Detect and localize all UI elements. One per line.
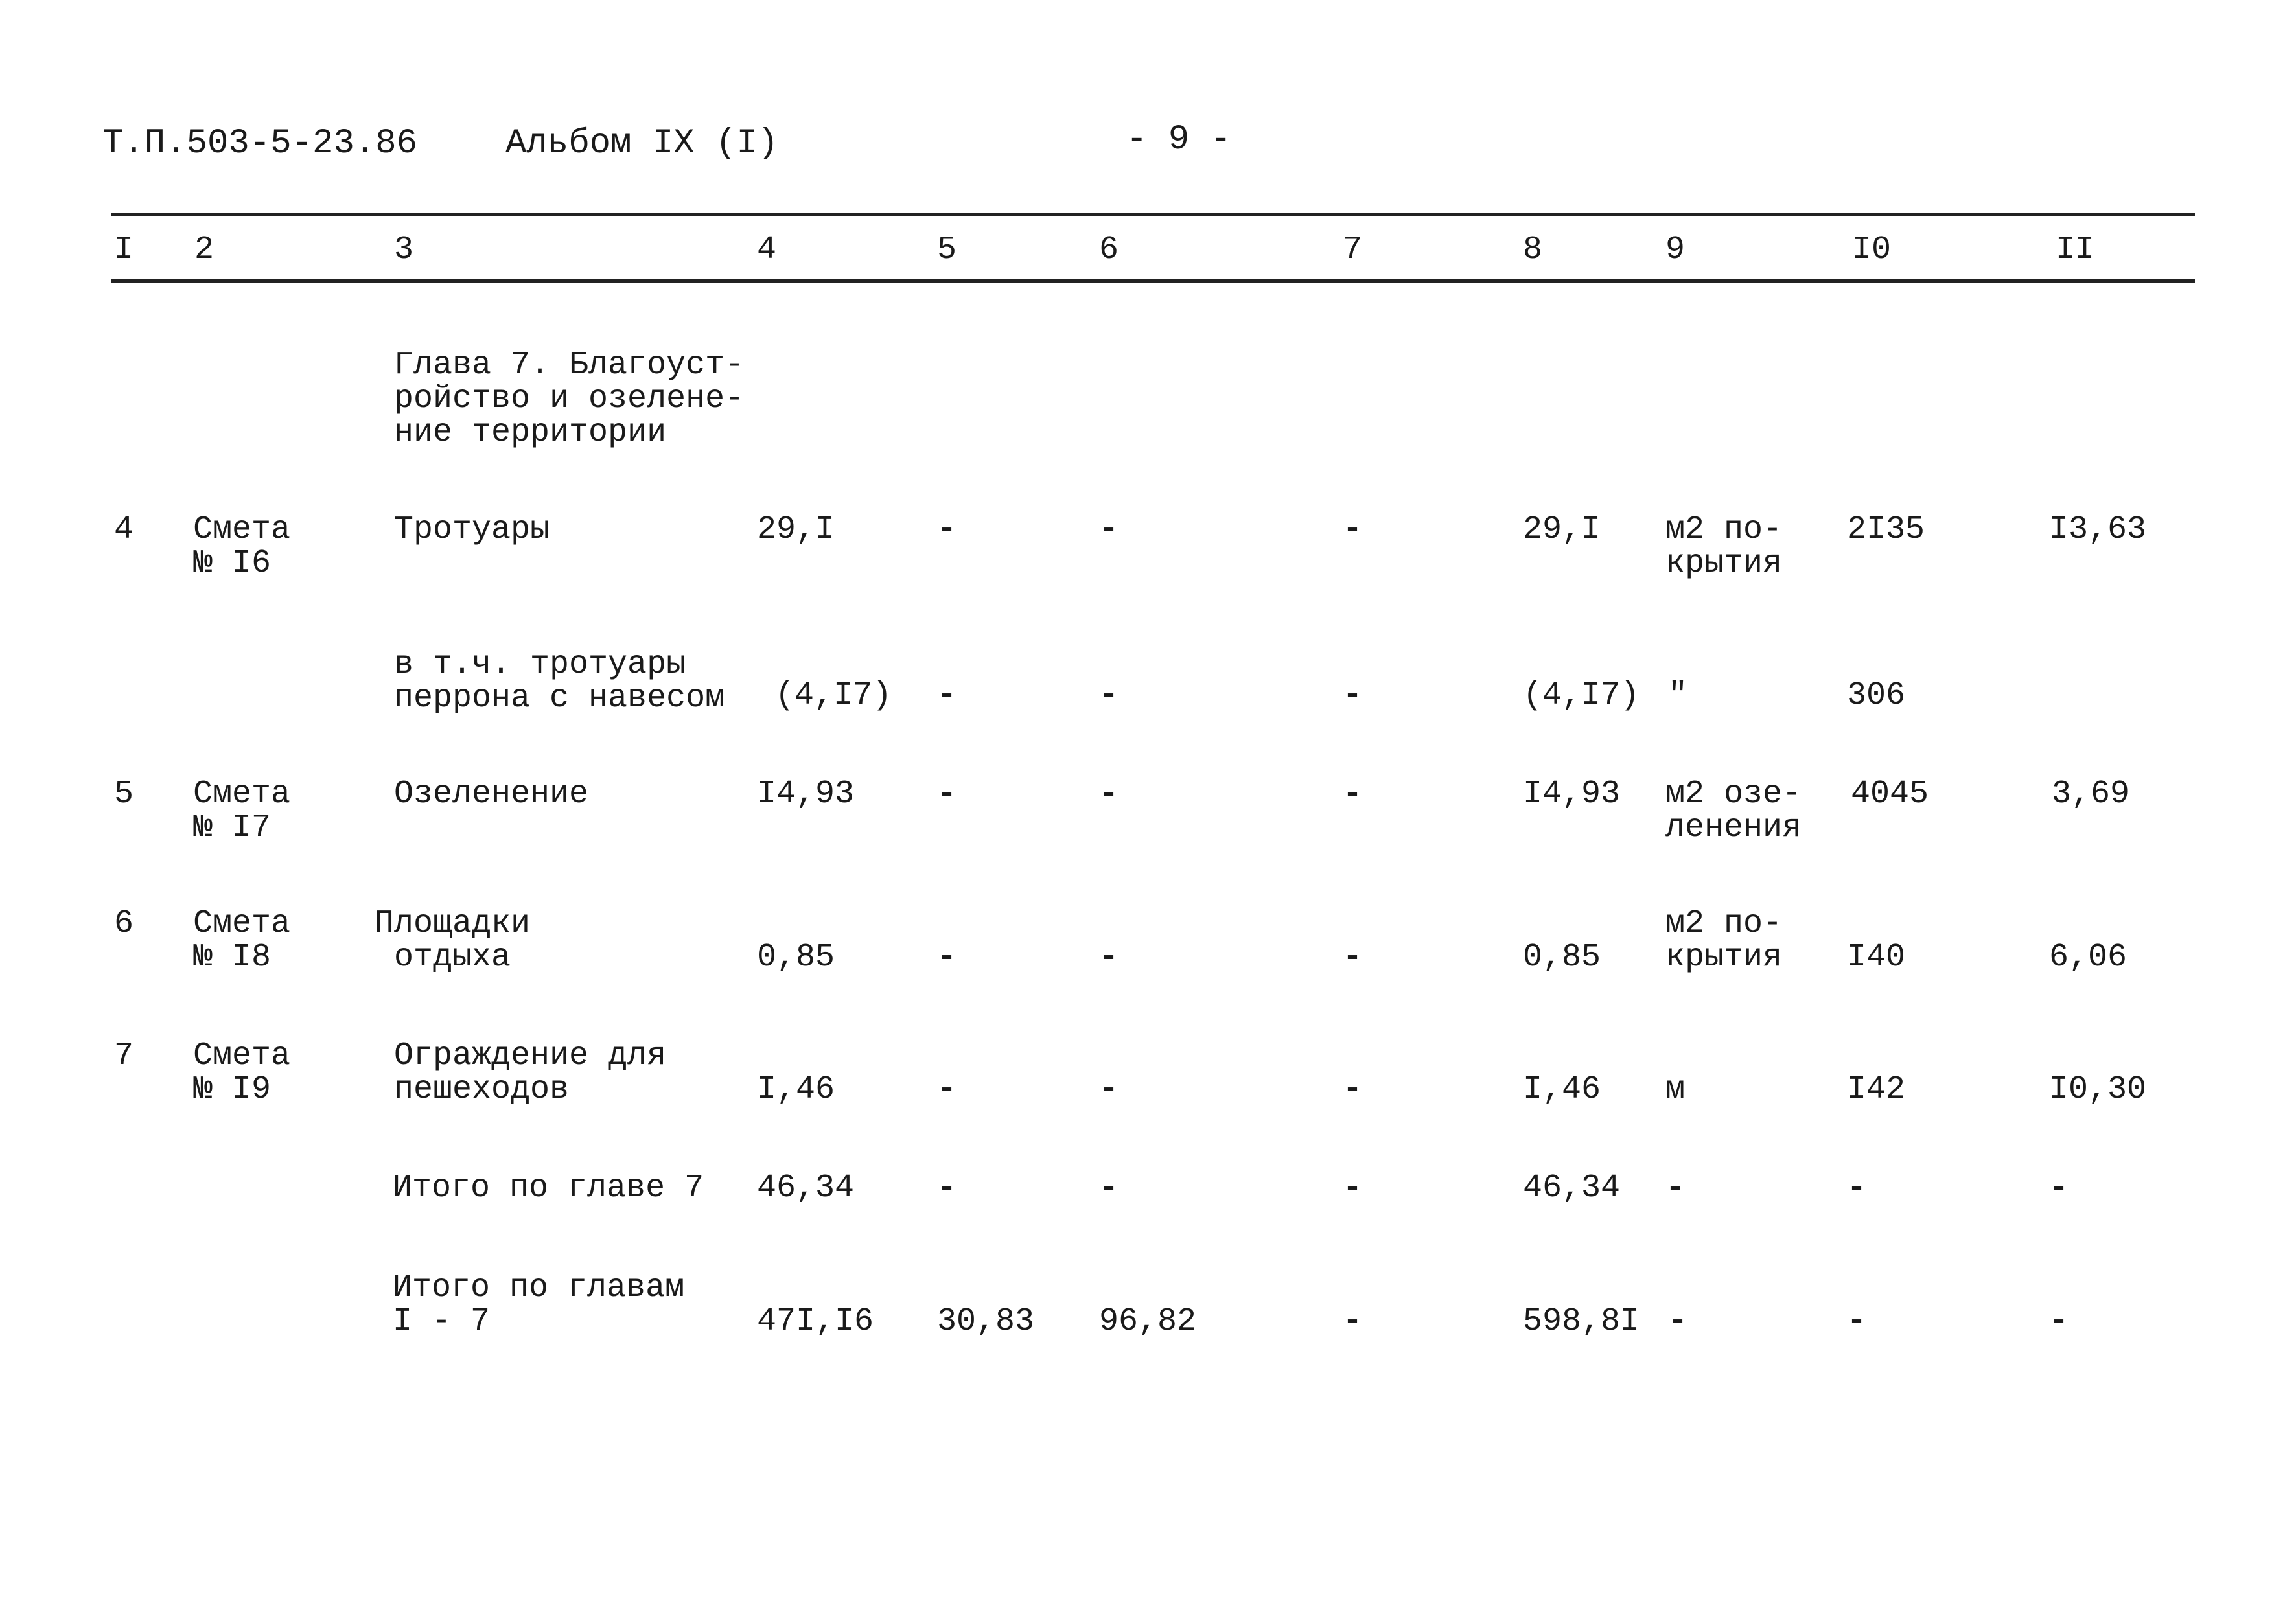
chapter-title: Глава 7. Благоуст- ройство и озелене- ние территории bbox=[394, 347, 745, 451]
row-5-col7: - bbox=[1343, 1071, 1363, 1108]
chapter-total-col11: - bbox=[2049, 1170, 2069, 1207]
grand-total-col11: - bbox=[2049, 1303, 2069, 1340]
row-3-number: 5 bbox=[114, 776, 134, 813]
row-1-unit: м2 по- крытия bbox=[1665, 511, 1783, 582]
row-5-col6: - bbox=[1099, 1071, 1119, 1108]
column-number-10: I0 bbox=[1852, 231, 1892, 268]
row-1-estimate: Смета № I6 bbox=[193, 511, 291, 582]
row-3-col10: 4045 bbox=[1851, 776, 1929, 813]
row-3-col6: - bbox=[1099, 776, 1119, 813]
row-1-col6: - bbox=[1099, 511, 1119, 548]
row-2-col5: - bbox=[937, 677, 957, 714]
column-number-5: 5 bbox=[937, 231, 957, 268]
grand-total-col8: 598,8I bbox=[1523, 1303, 1640, 1340]
column-number-6: 6 bbox=[1099, 231, 1119, 268]
column-number-8: 8 bbox=[1523, 231, 1543, 268]
column-number-4: 4 bbox=[757, 231, 777, 268]
grand-total-col9: - bbox=[1668, 1303, 1688, 1340]
table-top-rule bbox=[111, 213, 2195, 216]
row-5-unit: м bbox=[1665, 1071, 1686, 1108]
row-2-col4: (4,I7) bbox=[775, 677, 892, 714]
chapter-total-col4: 46,34 bbox=[757, 1170, 855, 1207]
row-5-col8: I,46 bbox=[1523, 1071, 1601, 1108]
column-header-rule bbox=[111, 279, 2195, 283]
row-4-col6: - bbox=[1099, 939, 1119, 976]
grand-total-col5: 30,83 bbox=[937, 1303, 1035, 1340]
row-3-col11: 3,69 bbox=[2052, 776, 2130, 813]
grand-total-label: Итого по главам I - 7 bbox=[393, 1269, 685, 1340]
row-1-name: Тротуары bbox=[394, 511, 550, 548]
row-4-number: 6 bbox=[114, 905, 134, 942]
grand-total-col7: - bbox=[1343, 1303, 1363, 1340]
row-4-unit: м2 по- крытия bbox=[1665, 905, 1783, 976]
row-2-name: в т.ч. тротуары перрона с навесом bbox=[394, 646, 725, 717]
document-code: Т.П.503-5-23.86 bbox=[102, 124, 418, 163]
row-4-col11: 6,06 bbox=[2049, 939, 2128, 976]
row-2-col7: - bbox=[1343, 677, 1363, 714]
row-1-col10: 2I35 bbox=[1847, 511, 1925, 548]
row-3-col8: I4,93 bbox=[1523, 776, 1621, 813]
row-4-col10: I40 bbox=[1847, 939, 1906, 976]
row-4-col8: 0,85 bbox=[1523, 939, 1601, 976]
row-4-estimate: Смета № I8 bbox=[193, 905, 291, 976]
row-4-col5: - bbox=[937, 939, 957, 976]
row-3-col4: I4,93 bbox=[757, 776, 855, 813]
chapter-total-col5: - bbox=[937, 1170, 957, 1207]
row-3-col5: - bbox=[937, 776, 957, 813]
chapter-total-col9: - bbox=[1665, 1170, 1686, 1207]
row-5-col10: I42 bbox=[1847, 1071, 1906, 1108]
column-number-9: 9 bbox=[1665, 231, 1686, 268]
row-1-col11: I3,63 bbox=[2049, 511, 2147, 548]
column-number-7: 7 bbox=[1343, 231, 1363, 268]
row-2-col6: - bbox=[1099, 677, 1119, 714]
grand-total-col6: 96,82 bbox=[1099, 1303, 1197, 1340]
chapter-total-col6: - bbox=[1099, 1170, 1119, 1207]
column-number-11: II bbox=[2056, 231, 2095, 268]
column-number-2: 2 bbox=[194, 231, 215, 268]
row-5-number: 7 bbox=[114, 1037, 134, 1074]
grand-total-col10: - bbox=[1847, 1303, 1867, 1340]
row-4-col7: - bbox=[1343, 939, 1363, 976]
page-number: - 9 - bbox=[1126, 120, 1232, 159]
row-5-col11: I0,30 bbox=[2049, 1071, 2147, 1108]
row-5-name: Ограждение для пешеходов bbox=[394, 1037, 667, 1108]
row-1-col7: - bbox=[1343, 511, 1363, 548]
column-number-3: 3 bbox=[394, 231, 414, 268]
chapter-total-label: Итого по главе 7 bbox=[393, 1170, 704, 1207]
chapter-total-col10: - bbox=[1847, 1170, 1867, 1207]
row-5-col4: I,46 bbox=[757, 1071, 835, 1108]
row-5-estimate: Смета № I9 bbox=[193, 1037, 291, 1108]
row-4-col4: 0,85 bbox=[757, 939, 835, 976]
row-1-col8: 29,I bbox=[1523, 511, 1601, 548]
grand-total-col4: 47I,I6 bbox=[757, 1303, 874, 1340]
row-2-col10: 306 bbox=[1847, 677, 1906, 714]
row-3-unit: м2 озе- ленения bbox=[1665, 776, 1802, 846]
row-3-name: Озеленение bbox=[394, 776, 589, 813]
row-1-number: 4 bbox=[114, 511, 134, 548]
row-1-col4: 29,I bbox=[757, 511, 835, 548]
row-3-estimate: Смета № I7 bbox=[193, 776, 291, 846]
row-5-col5: - bbox=[937, 1071, 957, 1108]
chapter-total-col8: 46,34 bbox=[1523, 1170, 1621, 1207]
chapter-total-col7: - bbox=[1343, 1170, 1363, 1207]
row-2-col8: (4,I7) bbox=[1523, 677, 1640, 714]
row-2-unit: " bbox=[1668, 677, 1688, 714]
row-4-name: Площадки отдыха bbox=[375, 905, 531, 976]
row-1-col5: - bbox=[937, 511, 957, 548]
column-number-1: I bbox=[114, 231, 134, 268]
row-3-col7: - bbox=[1343, 776, 1363, 813]
album-label: Альбом IX (I) bbox=[505, 124, 779, 163]
